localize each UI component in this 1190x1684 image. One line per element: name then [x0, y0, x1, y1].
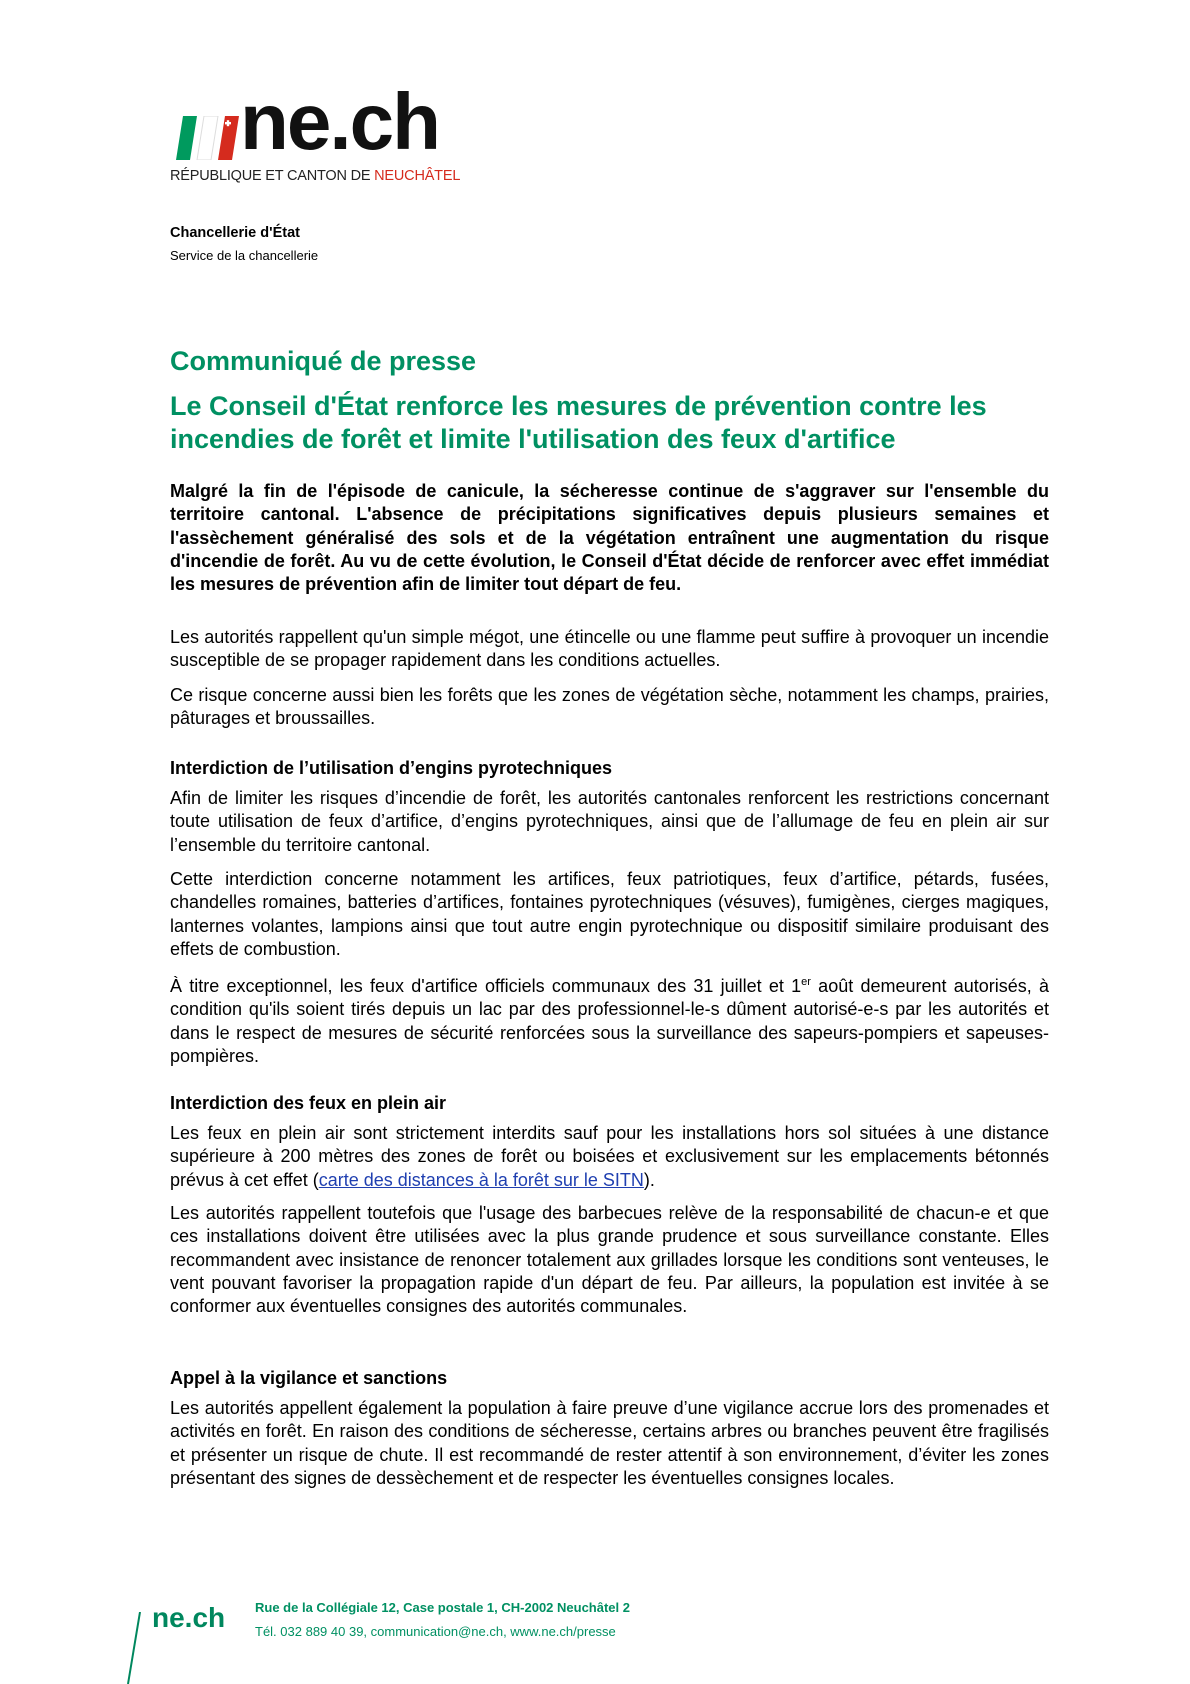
press-label: Communiqué de presse — [170, 346, 477, 376]
flag-bars-icon — [170, 116, 244, 160]
canton-logo — [170, 77, 470, 188]
section2-paragraph-2: Les autorités rappellent toutefois que l'usage des barbecues relève de la responsabilité de chacun-e et que ces installations doivent être utilisées avec la plus grande prudence et sous surveillance constante. Elles recommandent avec insistance de renoncer totalement aux grillades lorsque les conditions sont venteuses, le vent pouvant favoriser la propagation rapide d'un départ de feu. Par ailleurs, la population est invitée à se conformer aux éventuelles consignes des autorités communales. — [170, 1203, 1049, 1317]
section-heading-open-fires: Interdiction des feux en plein air — [170, 1093, 447, 1113]
intro-paragraph-1: Les autorités rappellent qu'un simple mégot, une étincelle ou une flamme peut suffire à provoquer un incendie susceptible de se propager rapidement dans les conditions actuelles. — [170, 627, 1049, 671]
footer-contact: Tél. 032 889 40 39, communication@ne.ch, www.ne.ch/presse — [255, 1624, 616, 1639]
service-name: Service de la chancellerie — [170, 248, 319, 263]
footer-address: Rue de la Collégiale 12, Case postale 1, CH-2002 Neuchâtel 2 — [255, 1600, 630, 1615]
section2-paragraph-1: Les feux en plein air sont strictement interdits sauf pour les installations hors sol situées à une distance supérieure à 200 mètres des zones de forêt ou boisées et exclusivement sur les emplacements bétonnés prévus à cet effet (carte des distances à la forêt sur le SITN). — [170, 1123, 1049, 1190]
logo-subtitle: RÉPUBLIQUE ET CANTON DE NEUCHÂTEL — [170, 168, 461, 184]
department-name: Chancellerie d'État — [170, 225, 300, 241]
section-heading-vigilance: Appel à la vigilance et sanctions — [170, 1368, 448, 1388]
sitn-map-link[interactable]: carte des distances à la forêt sur le SITN — [318, 1169, 644, 1190]
footer-logo: ne.ch — [152, 1602, 226, 1633]
section1-paragraph-3: À titre exceptionnel, les feux d'artifice officiels communaux des 31 juillet et 1er août demeurent autorisés, à condition qu'ils soient tirés depuis un lac par des professionnel-le-s dûment autorisé-e-s par les autorités et dans le respect de mesures de sécurité renforcées sous la surveillance des sapeurs-pompiers et sapeuses-pompières. — [170, 976, 1050, 1066]
section1-paragraph-1: Afin de limiter les risques d’incendie de forêt, les autorités cantonales renforcent les restrictions concernant toute utilisation de feux d’artifice, d’engins pyrotechniques, ainsi que de l’allumage de feu en plein air sur l’ensemble du territoire cantonal. — [170, 788, 1049, 855]
logo-wordmark: ne.ch — [240, 77, 439, 166]
lead-paragraph: Malgré la fin de l'épisode de canicule, la sécheresse continue de s'aggraver sur l'ensemble du territoire cantonal. L'absence de précipitations significatives depuis plusieurs semaines et l'assèchement généralisé des sols et de la végétation entraînent une augmentation du risque d'incendie de forêt. Au vu de cette évolution, le Conseil d'État décide de renforcer avec effet immédiat les mesures de prévention afin de limiter tout départ de feu. — [170, 481, 1049, 595]
press-title: Le Conseil d'État renforce les mesures de prévention contre les incendies de forêt et limite l'utilisation des feux d'artifice — [170, 391, 987, 454]
footer-slash-icon — [124, 1612, 144, 1684]
section-heading-pyrotechnics: Interdiction de l’utilisation d’engins pyrotechniques — [170, 758, 613, 778]
section1-paragraph-2: Cette interdiction concerne notamment les artifices, feux patriotiques, feux d’artifice, pétards, fusées, chandelles romaines, batteries d’artifices, fontaines pyrotechniques (vésuves), fumigènes, cierges magiques, lanternes volantes, lampions ainsi que tout autre engin pyrotechnique ou dispositif similaire produisant des effets de combustion. — [170, 869, 1049, 959]
intro-paragraph-2: Ce risque concerne aussi bien les forêts que les zones de végétation sèche, notamment les champs, prairies, pâturages et broussailles. — [170, 685, 1049, 729]
section3-paragraph-1: Les autorités appellent également la population à faire preuve d’une vigilance accrue lors des promenades et activités en forêt. En raison des conditions de sécheresse, certains arbres ou branches peuvent être fragilisés et présenter un risque de chute. Il est recommandé de rester attentif à son environnement, d’éviter les zones présentant des signes de dessèchement et de respecter les éventuelles consignes locales. — [170, 1398, 1049, 1488]
